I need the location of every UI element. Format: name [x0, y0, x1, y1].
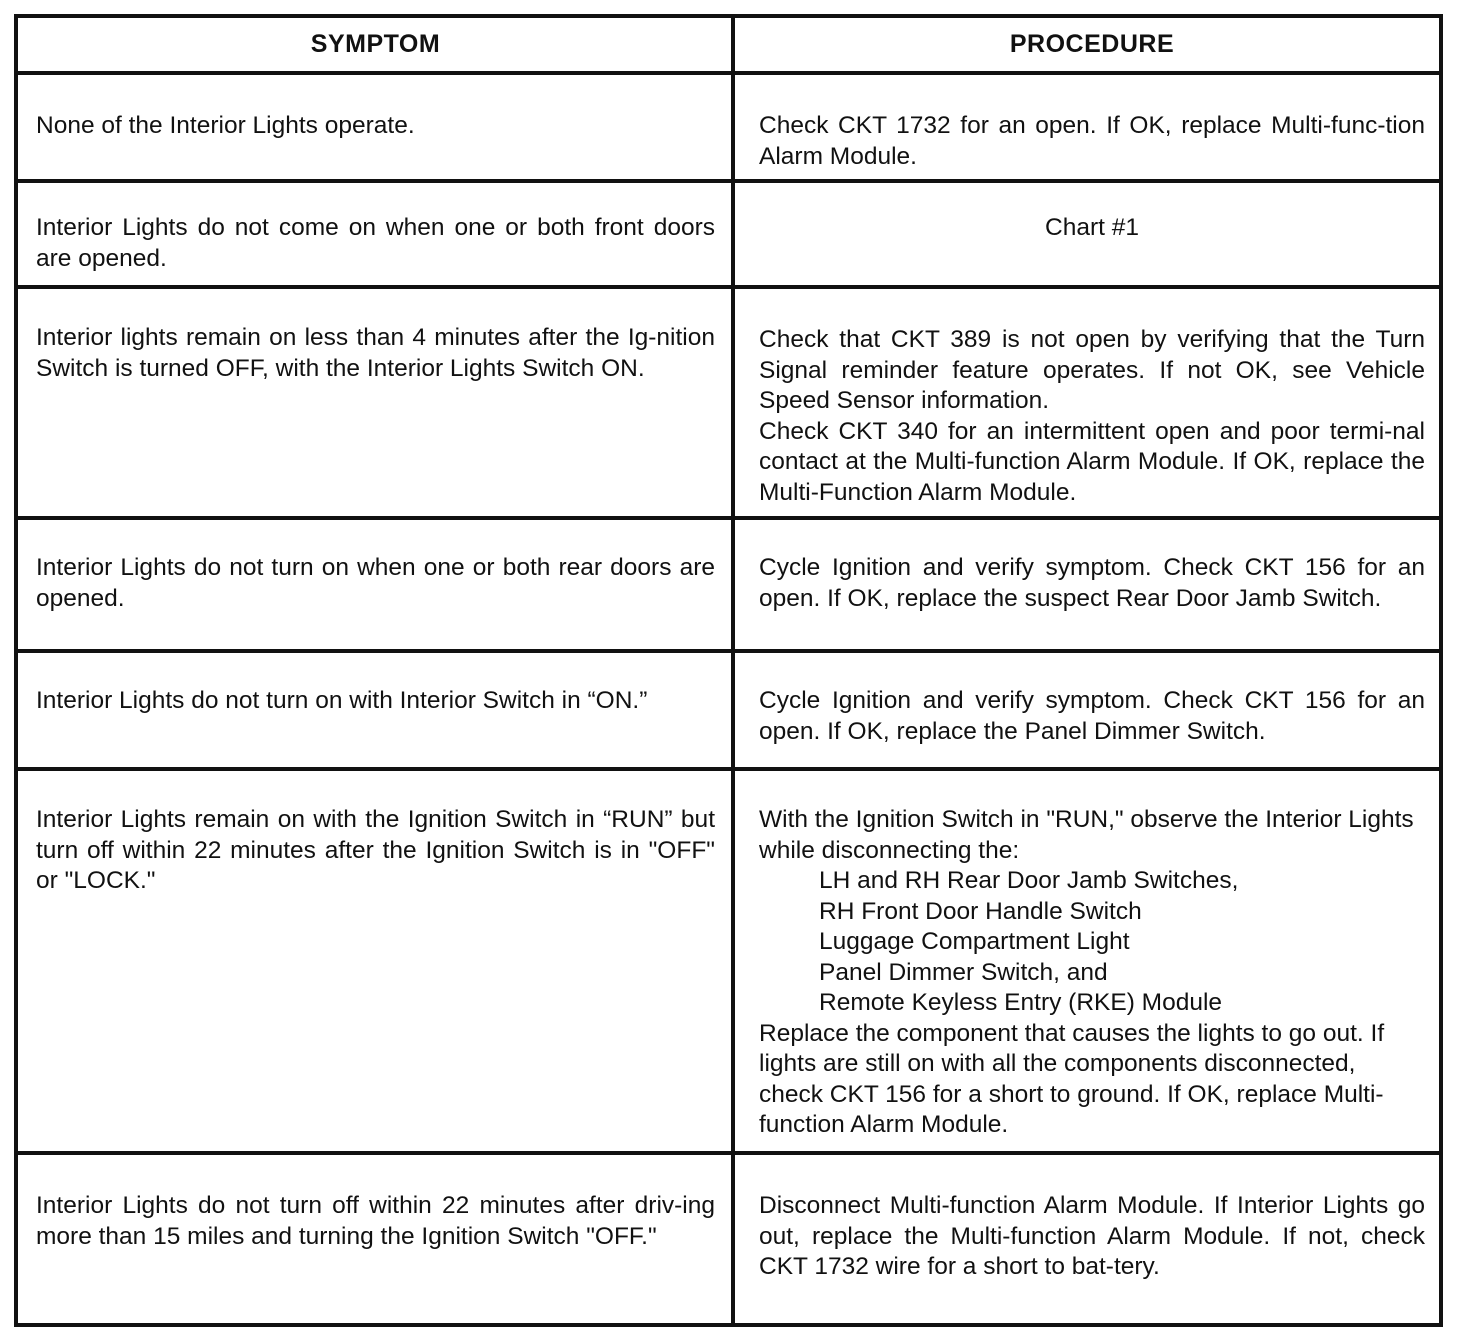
symptom-text: Interior Lights do not turn on with Interior Switch in “ON.” — [36, 687, 648, 714]
symptom-text: Interior Lights do not turn off within 22 minutes after driv-ing more than 15 miles and turning the Ignition Switch "OFF." — [36, 1192, 715, 1250]
symptom-cell — [18, 1155, 735, 1323]
procedure-cell — [735, 520, 1439, 649]
procedure-text: Cycle Ignition and verify symptom. Check CKT 156 for an open. If OK, replace the suspect Rear Door Jamb Switch. — [759, 554, 1425, 612]
component-list-item: Remote Keyless Entry (RKE) Module — [819, 989, 1223, 1016]
procedure-text: Check CKT 1732 for an open. If OK, replace Multi-func-tion Alarm Module. — [759, 112, 1425, 170]
symptom-cell — [18, 520, 735, 649]
table-header-row — [18, 18, 1439, 75]
procedure-cell — [735, 75, 1439, 179]
table-row — [18, 520, 1439, 653]
procedure-cell — [735, 183, 1439, 285]
symptom-cell — [18, 75, 735, 179]
symptom-cell — [18, 183, 735, 285]
table-row — [18, 289, 1439, 520]
component-list-item: Luggage Compartment Light — [819, 928, 1130, 955]
table-row — [18, 183, 1439, 289]
table-row — [18, 653, 1439, 771]
procedure-text: Check CKT 340 for an intermittent open and poor termi-nal contact at the Multi-function Alarm Module. If OK, replace the Multi-Function Alarm Module. — [759, 417, 1425, 506]
component-list-item: LH and RH Rear Door Jamb Switches, — [819, 867, 1239, 894]
symptom-cell — [18, 771, 735, 1151]
symptom-text: None of the Interior Lights operate. — [36, 112, 415, 139]
table-row — [18, 1155, 1439, 1323]
table-row — [18, 771, 1439, 1155]
procedure-text: With the Ignition Switch in "RUN," observe the Interior Lights while disconnecting the: — [759, 806, 1414, 864]
procedure-text: Disconnect Multi-function Alarm Module. If Interior Lights go out, replace the Multi-function Alarm Module. If not, check CKT 1732 wire for a short to bat-tery. — [759, 1192, 1425, 1280]
symptom-text: Interior Lights remain on with the Ignition Switch in “RUN” but turn off within 22 minutes after the Ignition Switch is in "OFF" or "LOCK." — [36, 806, 715, 894]
procedure-text: Chart #1 — [1045, 214, 1139, 241]
symptom-cell — [18, 653, 735, 767]
procedure-column-header: PROCEDURE — [1009, 30, 1175, 58]
procedure-text: Cycle Ignition and verify symptom. Check CKT 156 for an open. If OK, replace the Panel Dimmer Switch. — [759, 687, 1425, 745]
symptom-text: Interior Lights do not come on when one or both front doors are opened. — [36, 214, 715, 272]
procedure-cell — [735, 1155, 1439, 1323]
procedure-cell — [735, 289, 1439, 516]
table-row — [18, 75, 1439, 183]
symptom-text: Interior Lights do not turn on when one or both rear doors are opened. — [36, 554, 715, 612]
component-list-item: RH Front Door Handle Switch — [819, 897, 1142, 925]
procedure-cell — [735, 653, 1439, 767]
symptom-column-header: SYMPTOM — [18, 18, 735, 71]
symptom-cell — [18, 289, 735, 516]
symptom-text: Interior lights remain on less than 4 minutes after the Ig-nition Switch is turned OFF, with the Interior Lights Switch ON. — [36, 324, 715, 382]
procedure-cell — [735, 771, 1439, 1151]
diagnosis-table — [14, 14, 1443, 1327]
component-list-item: Panel Dimmer Switch, and — [819, 958, 1108, 986]
procedure-text: Replace the component that causes the lights to go out. If lights are still on with all the components disconnected, check CKT 156 for a short to ground. If OK, replace Multi-function Alarm Module. — [759, 1019, 1385, 1138]
procedure-text: Check that CKT 389 is not open by verifying that the Turn Signal reminder feature operates. If not OK, see Vehicle Speed Sensor information. — [759, 326, 1425, 414]
